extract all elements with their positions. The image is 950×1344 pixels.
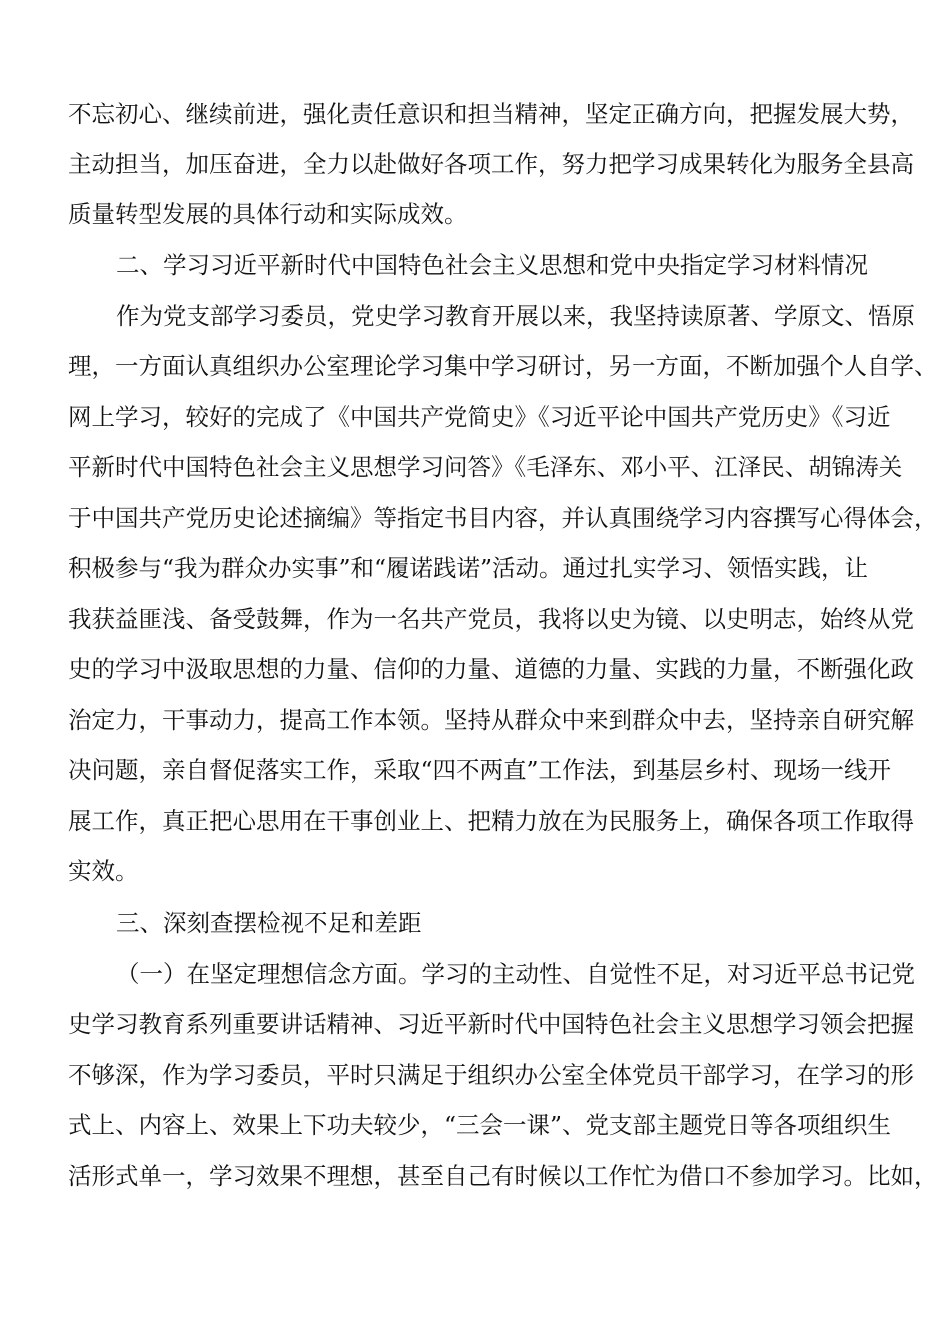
section-heading: 三、深刻查摆检视不足和差距 [116, 909, 422, 937]
text-line: 展工作，真正把心思用在干事创业上、把精力放在为民服务上，确保各项工作取得 [68, 807, 914, 835]
text-line: 理，一方面认真组织办公室理论学习集中学习研讨，另一方面，不断加强个人自学、 [68, 352, 938, 380]
text-line: 史学习教育系列重要讲话精神、习近平新时代中国特色社会主义思想学习领会把握 [68, 1010, 914, 1038]
text-line: 实效。 [68, 857, 139, 885]
text-line: 平新时代中国特色社会主义思想学习问答》《毛泽东、邓小平、江泽民、胡锦涛关 [68, 453, 903, 481]
text-line: 主动担当，加压奋进，全力以赴做好各项工作，努力把学习成果转化为服务全县高 [68, 150, 914, 178]
text-line: （一）在坚定理想信念方面。学习的主动性、自觉性不足，对习近平总书记党 [116, 960, 915, 988]
text-line: 质量转型发展的具体行动和实际成效。 [68, 200, 468, 228]
text-line: 决问题，亲自督促落实工作，采取“四不两直”工作法，到基层乡村、现场一线开 [68, 756, 892, 784]
text-line: 于中国共产党历史论述摘编》等指定书目内容，并认真围绕学习内容撰写心得体会， [68, 504, 938, 532]
text-line: 网上学习，较好的完成了《中国共产党简史》《习近平论中国共产党历史》《习近 [68, 403, 891, 431]
text-line: 不忘初心、继续前进，强化责任意识和担当精神，坚定正确方向，把握发展大势， [68, 100, 914, 128]
text-line: 史的学习中汲取思想的力量、信仰的力量、道德的力量、实践的力量，不断强化政 [68, 655, 914, 683]
text-line: 活形式单一，学习效果不理想，甚至自己有时候以工作忙为借口不参加学习。比如， [68, 1162, 938, 1190]
text-line: 治定力，干事动力，提高工作本领。坚持从群众中来到群众中去，坚持亲自研究解 [68, 706, 914, 734]
text-line: 我获益匪浅、备受鼓舞，作为一名共产党员，我将以史为镜、以史明志，始终从党 [68, 605, 914, 633]
text-line: 积极参与“我为群众办实事”和“履诺践诺”活动。通过扎实学习、领悟实践，让 [68, 554, 869, 582]
text-line: 式上、内容上、效果上下功夫较少，“三会一课”、党支部主题党日等各项组织生 [68, 1111, 892, 1139]
text-line: 不够深，作为学习委员，平时只满足于组织办公室全体党员干部学习，在学习的形 [68, 1061, 914, 1089]
section-heading: 二、学习习近平新时代中国特色社会主义思想和党中央指定学习材料情况 [116, 251, 868, 279]
text-line: 作为党支部学习委员，党史学习教育开展以来，我坚持读原著、学原文、悟原 [116, 302, 915, 330]
